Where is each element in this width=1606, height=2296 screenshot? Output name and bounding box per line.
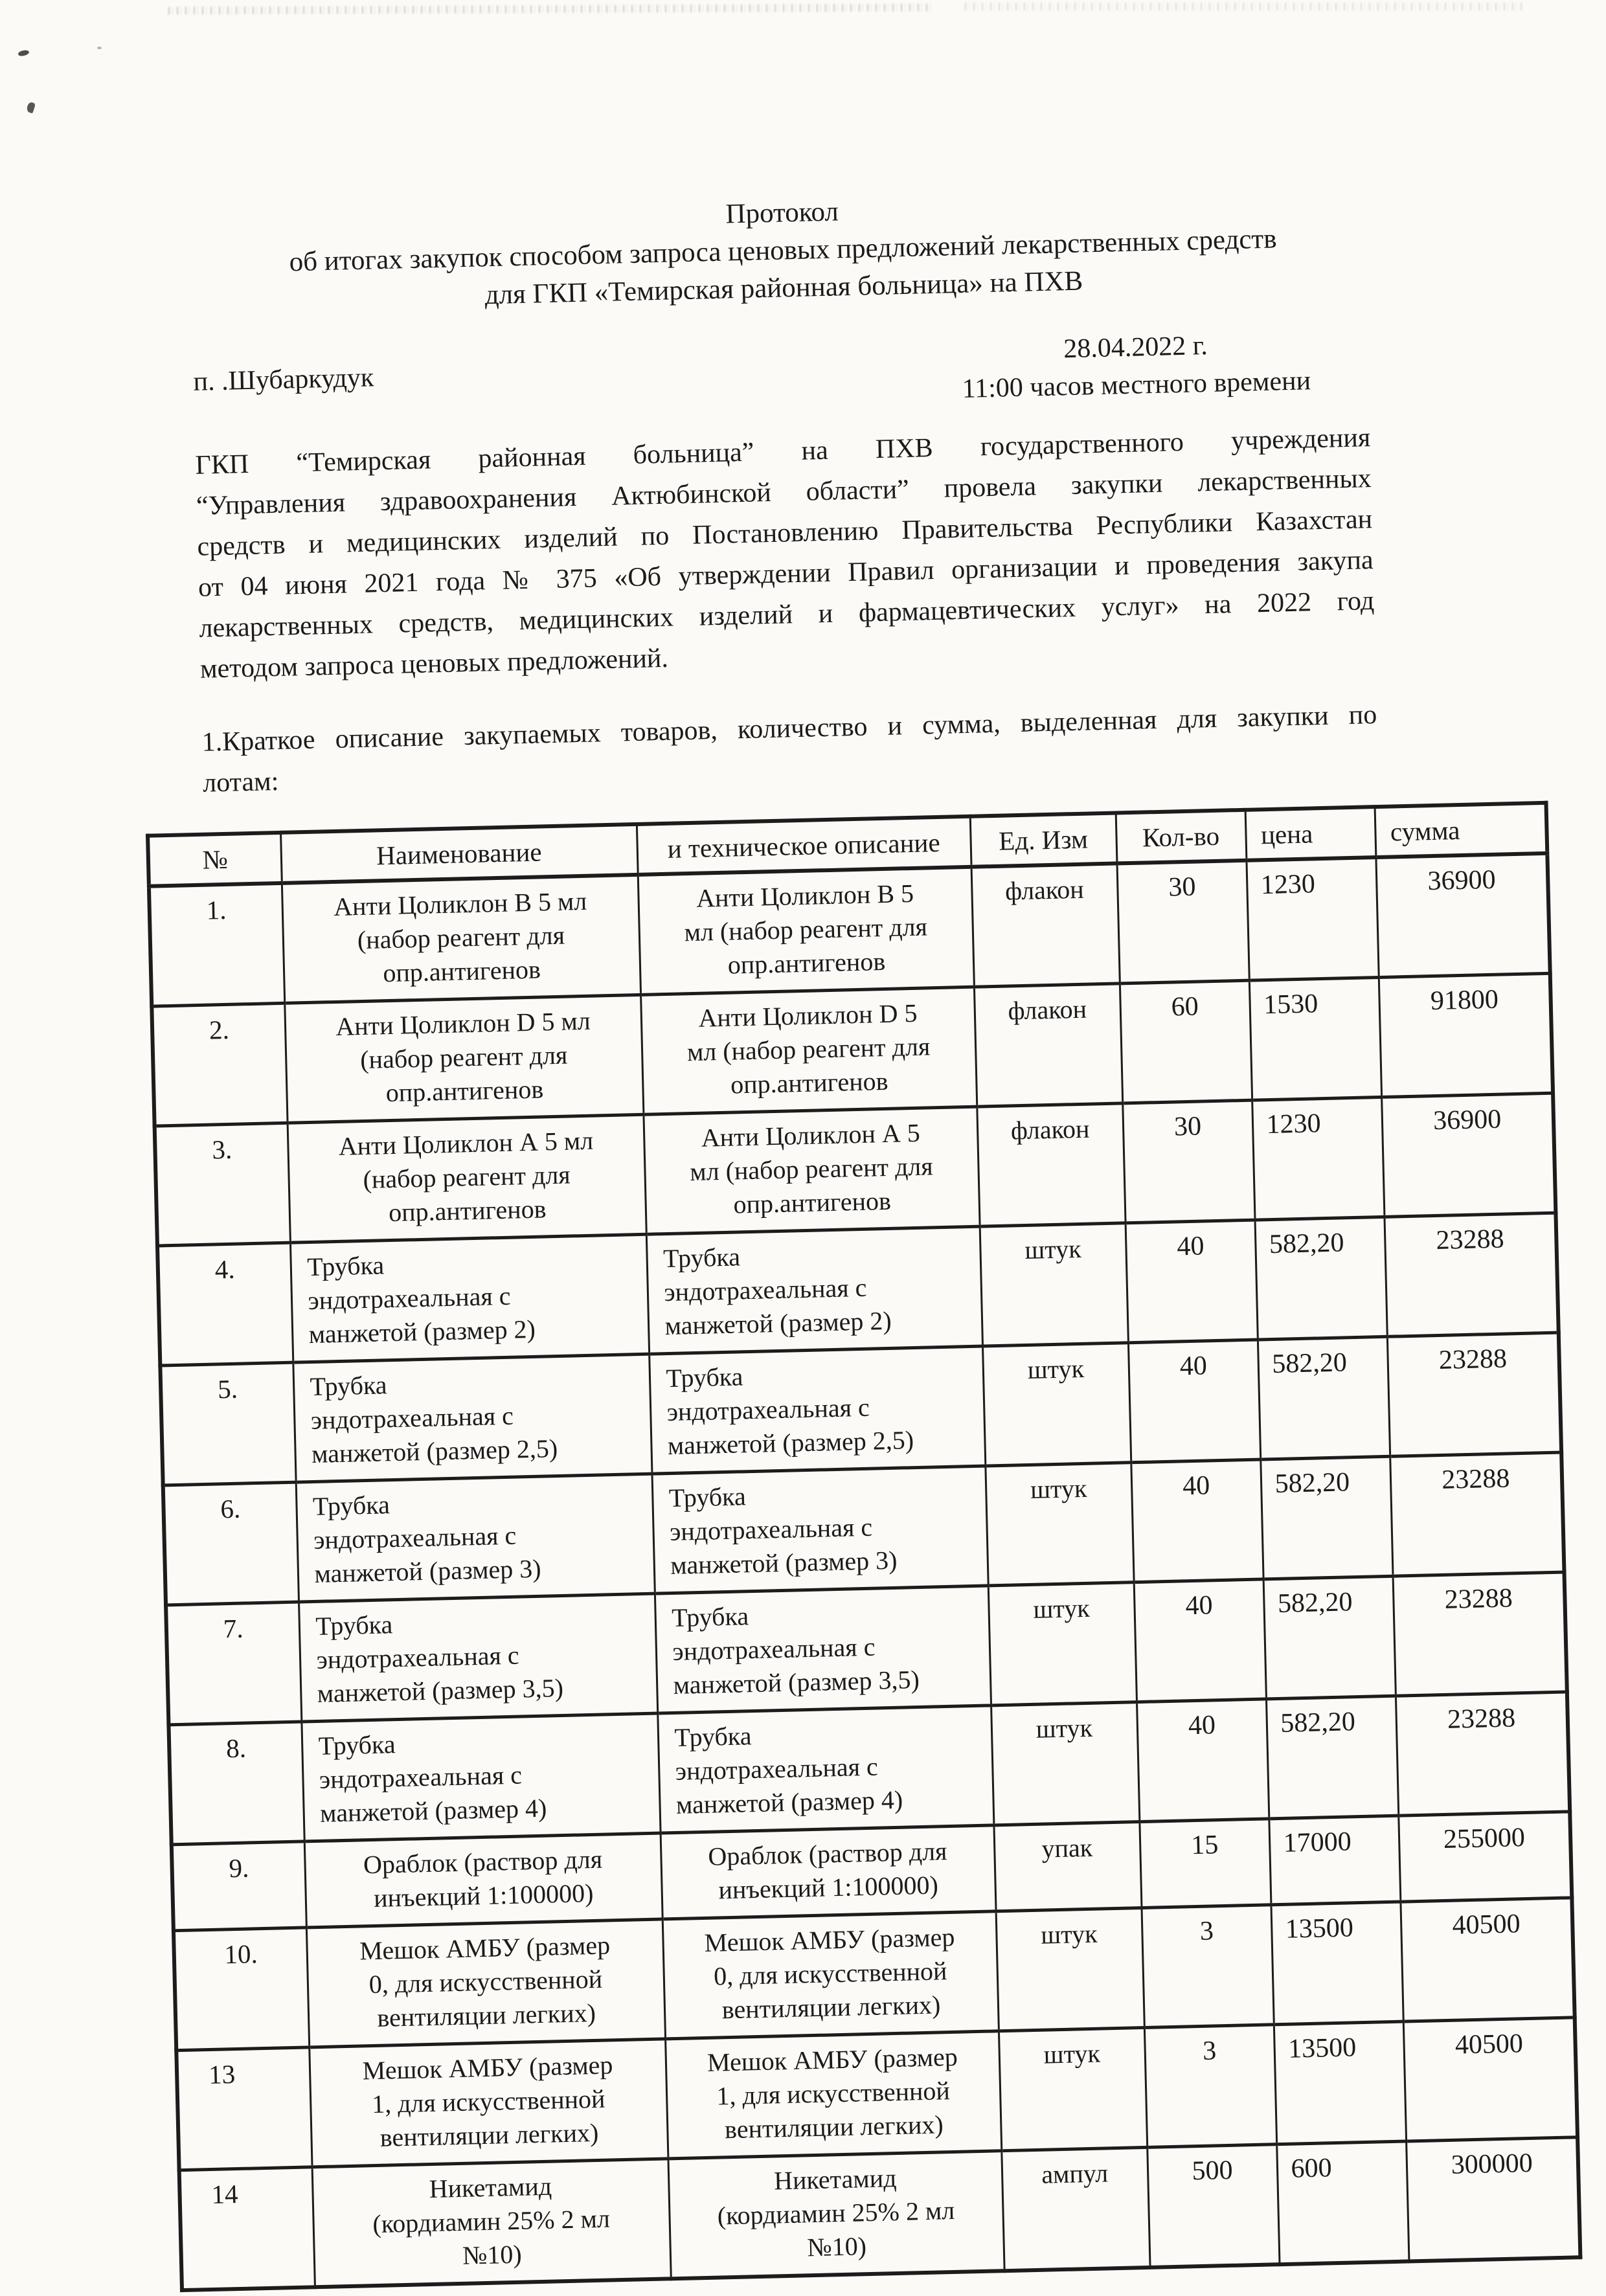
datetime-block — [961, 324, 1311, 408]
title-line-3: для ГКП «Темирская районная больница» на ПХВ — [484, 265, 1083, 311]
quantity-cell: 30 — [1122, 1100, 1254, 1223]
quantity-cell: 15 — [1139, 1819, 1271, 1908]
quantity-cell: 40 — [1128, 1340, 1260, 1463]
unit-cell: ампул — [1001, 2147, 1149, 2271]
sum-cell: 36900 — [1381, 1093, 1555, 1217]
header-sum: сумма — [1375, 803, 1548, 857]
row-number-cell: 1. — [149, 883, 284, 1006]
row-number-cell: 4. — [157, 1243, 293, 1366]
quantity-cell: 40 — [1125, 1220, 1258, 1343]
item-name-cell: Трубка эндотрахеальная с манжетой (размер 3) — [296, 1474, 655, 1602]
quantity-cell: 3 — [1142, 1905, 1274, 2028]
header-price: цена — [1245, 807, 1376, 861]
date-text: 28.04.2022 г. — [1063, 330, 1208, 365]
quantity-cell: 40 — [1131, 1459, 1263, 1582]
unit-cell: флакон — [974, 984, 1122, 1107]
row-number-cell: 13 — [176, 2047, 311, 2170]
sum-cell: 40500 — [1403, 2018, 1578, 2141]
sum-cell: 23288 — [1384, 1213, 1558, 1336]
row-number-cell: 14 — [179, 2167, 315, 2290]
text-line: ГКП “Темирская районная больница” на ПХВ государственного учреждения — [195, 423, 1371, 480]
row-number-cell: 7. — [166, 1602, 301, 1725]
body-paragraph — [195, 418, 1375, 690]
item-description-cell: Трубка эндотрахеальная с манжетой (размер 3) — [652, 1466, 988, 1593]
item-description-cell: Никетамид (кордиамин 25% 2 мл №10) — [668, 2151, 1004, 2279]
unit-cell: штук — [980, 1223, 1128, 1346]
row-number-cell: 10. — [174, 1928, 309, 2051]
sum-cell: 23288 — [1393, 1572, 1567, 1696]
text-line: от 04 июня 2021 года № 375 «Об утверждении Правил организации и проведения закупа — [198, 545, 1374, 603]
text-line: средств и медицинских изделий по Постановлению Правительства Республики Казахстан — [197, 504, 1373, 562]
sum-cell: 40500 — [1400, 1898, 1574, 2021]
sum-cell: 23288 — [1396, 1692, 1570, 1816]
row-number-cell: 8. — [168, 1722, 304, 1845]
quantity-cell: 30 — [1116, 861, 1249, 984]
text-line: методом запроса ценовых предложений. — [199, 643, 669, 684]
item-name-cell: Анти Цоликлон В 5 мл (набор реагент для опр.антигенов — [282, 875, 640, 1003]
sum-cell: 300000 — [1406, 2137, 1580, 2262]
section-heading — [201, 695, 1378, 804]
item-description-cell: Трубка эндотрахеальная с манжетой (размер 4) — [657, 1705, 993, 1833]
item-name-cell: Трубка эндотрахеальная с манжетой (размер 2,5) — [293, 1354, 651, 1482]
items-tbody — [149, 853, 1581, 2290]
price-cell: 13500 — [1271, 1902, 1403, 2025]
item-description-cell: Анти Цоликлон А 5 мл (набор реагент для опр.антигенов — [643, 1107, 979, 1234]
text-line: 1.Краткое описание закупаемых товаров, количество и сумма, выделенная для закупки по — [201, 699, 1377, 758]
item-description-cell: Трубка эндотрахеальная с манжетой (размер 3,5) — [655, 1586, 991, 1713]
place-text: п. .Шубаркудук — [193, 363, 374, 397]
price-cell: 582,20 — [1266, 1696, 1398, 1819]
sum-cell: 23288 — [1390, 1452, 1564, 1576]
quantity-cell: 3 — [1144, 2025, 1276, 2148]
sum-cell: 23288 — [1387, 1333, 1561, 1456]
price-cell: 1230 — [1246, 857, 1378, 980]
quantity-cell: 500 — [1147, 2144, 1279, 2268]
price-cell: 582,20 — [1255, 1217, 1387, 1340]
row-number-cell: 6. — [163, 1482, 299, 1605]
price-cell: 582,20 — [1258, 1336, 1390, 1459]
item-name-cell: Трубка эндотрахеальная с манжетой (размер 3,5) — [299, 1593, 657, 1722]
item-description-cell: Трубка эндотрахеальная с манжетой (размер 2) — [646, 1226, 982, 1354]
row-number-cell: 5. — [160, 1362, 295, 1485]
item-name-cell: Мешок АМБУ (размер 1, для искусственной вентиляции легких) — [309, 2039, 668, 2167]
unit-cell: флакон — [971, 863, 1120, 987]
item-name-cell: Никетамид (кордиамин 25% 2 мл №10) — [312, 2159, 671, 2287]
sum-cell: 255000 — [1398, 1812, 1572, 1902]
row-number-cell: 2. — [152, 1003, 287, 1126]
item-name-cell: Трубка эндотрахеальная с манжетой (размер 2) — [290, 1234, 649, 1362]
item-description-cell: Анти Цоликлон В 5 мл (набор реагент для опр.антигенов — [638, 867, 974, 995]
unit-cell: упак — [993, 1822, 1141, 1911]
row-number-cell: 9. — [172, 1841, 306, 1931]
unit-cell: штук — [985, 1463, 1133, 1586]
sum-cell: 36900 — [1375, 853, 1550, 978]
sum-cell: 91800 — [1379, 973, 1553, 1097]
item-description-cell: Мешок АМБУ (размер 0, для искусственной вентиляции легких) — [662, 1911, 999, 2039]
header-quantity: Кол-во — [1116, 810, 1247, 864]
time-text: 11:00 часов местного времени — [962, 366, 1311, 404]
row-number-cell: 3. — [155, 1123, 290, 1246]
price-cell: 1530 — [1249, 978, 1381, 1101]
text-line: лекарственных средств, медицинских изделий и фармацевтических услуг» на 2022 год — [199, 586, 1375, 644]
text-line: лотам: — [202, 766, 279, 798]
unit-cell: штук — [982, 1343, 1131, 1466]
price-cell: 582,20 — [1260, 1456, 1392, 1579]
title-line-1: Протокол — [725, 196, 839, 230]
item-name-cell: Анти Цоликлон А 5 мл (набор реагент для опр.антигенов — [288, 1114, 646, 1243]
item-description-cell: Трубка эндотрахеальная с манжетой (размер 2,5) — [649, 1346, 985, 1474]
place-date-row — [192, 324, 1311, 426]
item-name-cell: Ораблок (раствор для инъекций 1:100000) — [304, 1833, 662, 1928]
header-number: № — [148, 833, 282, 886]
title-line-2: об итогах закупок способом запроса ценовых предложений лекарственных средств — [289, 223, 1278, 278]
price-cell: 1230 — [1252, 1097, 1384, 1220]
item-description-cell: Анти Цоликлон D 5 мл (набор реагент для опр.антигенов — [640, 987, 977, 1114]
text-line: “Управления здравоохранения Актюбинской области” провела закупки лекарственных — [196, 464, 1372, 521]
price-cell: 17000 — [1269, 1816, 1400, 1905]
unit-cell: штук — [996, 1908, 1144, 2031]
quantity-cell: 60 — [1120, 980, 1252, 1103]
header-name: Наименование — [280, 824, 638, 883]
document-title — [0, 0, 1587, 326]
item-name-cell: Трубка эндотрахеальная с манжетой (размер 4) — [301, 1713, 660, 1841]
price-cell: 13500 — [1274, 2021, 1406, 2144]
price-cell: 582,20 — [1263, 1576, 1396, 1699]
unit-cell: флакон — [977, 1103, 1125, 1226]
item-name-cell: Анти Цоликлон D 5 мл (набор реагент для опр.антигенов — [284, 995, 643, 1123]
items-table — [146, 801, 1582, 2292]
unit-cell: штук — [999, 2027, 1147, 2150]
header-unit: Ед. Изм — [970, 813, 1117, 867]
unit-cell: штук — [988, 1582, 1137, 1705]
item-description-cell: Мешок АМБУ (размер 1, для искусственной вентиляции легких) — [665, 2031, 1001, 2159]
price-cell: 600 — [1276, 2141, 1408, 2264]
item-name-cell: Мешок АМБУ (размер 0, для искусственной вентиляции легких) — [306, 1919, 665, 2047]
item-description-cell: Ораблок (раствор для инъекций 1:100000) — [661, 1825, 996, 1919]
quantity-cell: 40 — [1134, 1579, 1266, 1702]
unit-cell: штук — [991, 1702, 1139, 1825]
header-description: и техническое описание — [637, 816, 971, 875]
quantity-cell: 40 — [1137, 1699, 1269, 1822]
